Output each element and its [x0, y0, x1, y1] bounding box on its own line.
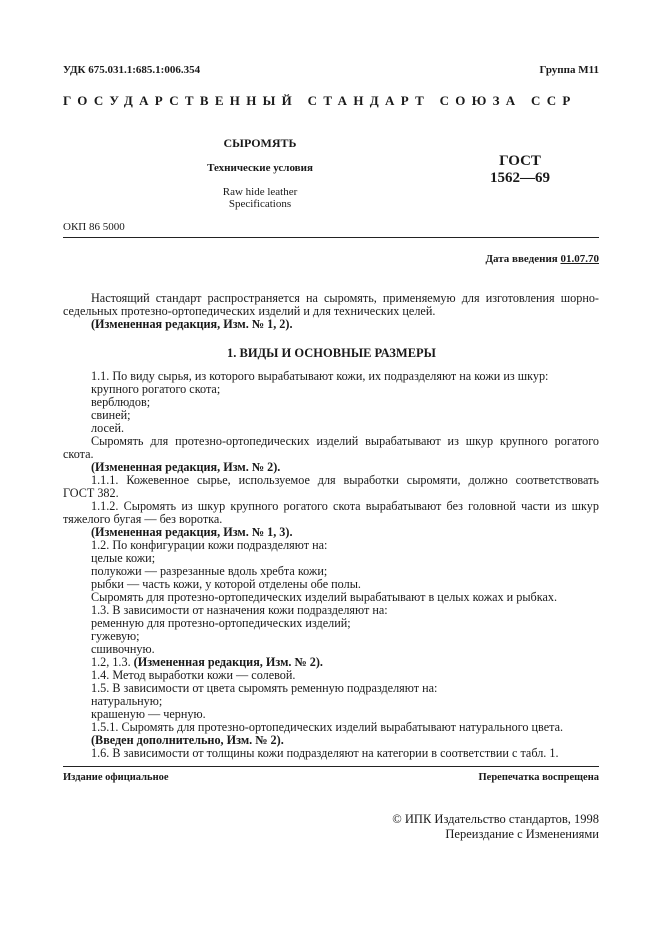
clause-1-1-1: 1.1.1. Кожевенное сырье, используемое для выработки сыромяти, должно соответствовать: [91, 473, 599, 487]
clause-1-1-2-end: тяжелого бугая — без воротка.: [63, 512, 223, 526]
copyright: © ИПК Издательство стандартов, 1998: [392, 812, 599, 826]
intro-line-1: Настоящий стандарт распространяется на сыромять, применяемую для изготовления шорно-: [91, 291, 599, 305]
clause-1-6: 1.6. В зависимости от толщины кожи подразделяют на категории в соответствии с табл. 1.: [91, 746, 559, 760]
clause-1-5-1: 1.5.1. Сыромять для протезно-ортопедических изделий вырабатывают натурального цвета.: [91, 720, 564, 734]
clause-1-1-item: крупного рогатого скота;: [91, 382, 221, 396]
clause-1-1-2-amend: (Измененная редакция, Изм. № 1, 3).: [91, 525, 293, 539]
clause-1-5-1-amend: (Введен дополнительно, Изм. № 2).: [91, 733, 284, 747]
document-subtitle: Технические условия: [207, 162, 313, 174]
reissue-note: Переиздание с Изменениями: [445, 827, 599, 841]
clause-1-1: 1.1. По виду сырья, из которого вырабатывают кожи, их подразделяют на кожи из шкур:: [91, 369, 549, 383]
header-divider: [63, 237, 599, 238]
amend-text: (Измененная редакция, Изм. № 2).: [133, 655, 323, 669]
introduction-date: [485, 253, 599, 265]
clause-1-2-item: целые кожи;: [91, 551, 156, 565]
clause-1-2-item: полукожи — разрезанные вдоль хребта кожи;: [91, 564, 328, 578]
clause-1-2-note: Сыромять для протезно-ортопедических изделий вырабатывают в целых кожах и рыбках.: [91, 590, 558, 604]
clause-1-2-item: рыбки — часть кожи, у которой отделены обе полы.: [91, 577, 361, 591]
english-subtitle: Specifications: [228, 198, 292, 210]
clause-1-5-item: крашеную — черную.: [91, 707, 206, 721]
section-1-title: 1. ВИДЫ И ОСНОВНЫЕ РАЗМЕРЫ: [227, 346, 436, 360]
clause-1-4: 1.4. Метод выработки кожи — солевой.: [91, 668, 296, 682]
date-value: 01.07.70: [560, 253, 599, 265]
state-standard-heading: ГОСУДАРСТВЕННЫЙ СТАНДАРТ СОЮЗА ССР: [63, 93, 577, 108]
document-title: СЫРОМЯТЬ: [223, 136, 297, 150]
gost-label: ГОСТ: [499, 153, 541, 169]
clause-1-5: 1.5. В зависимости от цвета сыромять ременную подразделяют на:: [91, 681, 438, 695]
clause-1-1-item: лосей.: [91, 421, 125, 435]
amend-prefix: 1.2, 1.3.: [91, 655, 131, 669]
clause-1-5-item: натуральную;: [91, 694, 163, 708]
clause-1-2: 1.2. По конфигурации кожи подразделяют на:: [91, 538, 328, 552]
clause-1-1-item: верблюдов;: [91, 395, 151, 409]
clause-1-1-note-end: скота.: [63, 447, 94, 461]
intro-line-2: седельных протезно-ортопедических изделий и для технических целей.: [63, 304, 436, 318]
date-label: Дата введения: [485, 253, 558, 265]
okp-code: ОКП 86 5000: [63, 221, 125, 233]
clause-1-3-item: сшивочную.: [91, 642, 155, 656]
clause-1-1-note: Сыромять для протезно-ортопедических изделий вырабатывают из шкур крупного рогатого: [91, 434, 599, 448]
english-title: Raw hide leather: [222, 186, 298, 198]
clause-1-1-1-end: ГОСТ 382.: [63, 486, 119, 500]
footer-divider: [63, 766, 599, 767]
official-edition: Издание официальное: [63, 772, 169, 783]
clause-1-3-item: гужевую;: [91, 629, 140, 643]
clause-1-1-amend: (Измененная редакция, Изм. № 2).: [91, 460, 281, 474]
reprint-prohibited: Перепечатка воспрещена: [478, 772, 599, 783]
group-code: Группа М11: [539, 64, 599, 76]
clause-1-1-2: 1.1.2. Сыромять из шкур крупного рогатого скота вырабатывают без головной части из шкур: [91, 499, 599, 513]
intro-amend: (Измененная редакция, Изм. № 1, 2).: [91, 317, 293, 331]
udk-code: УДК 675.031.1:685.1:006.354: [63, 64, 201, 76]
clause-1-3-item: ременную для протезно-ортопедических изделий;: [91, 616, 351, 630]
gost-number: 1562—69: [490, 170, 550, 186]
clause-1-3: 1.3. В зависимости от назначения кожи подразделяют на:: [91, 603, 388, 617]
clause-1-1-item: свиней;: [91, 408, 131, 422]
